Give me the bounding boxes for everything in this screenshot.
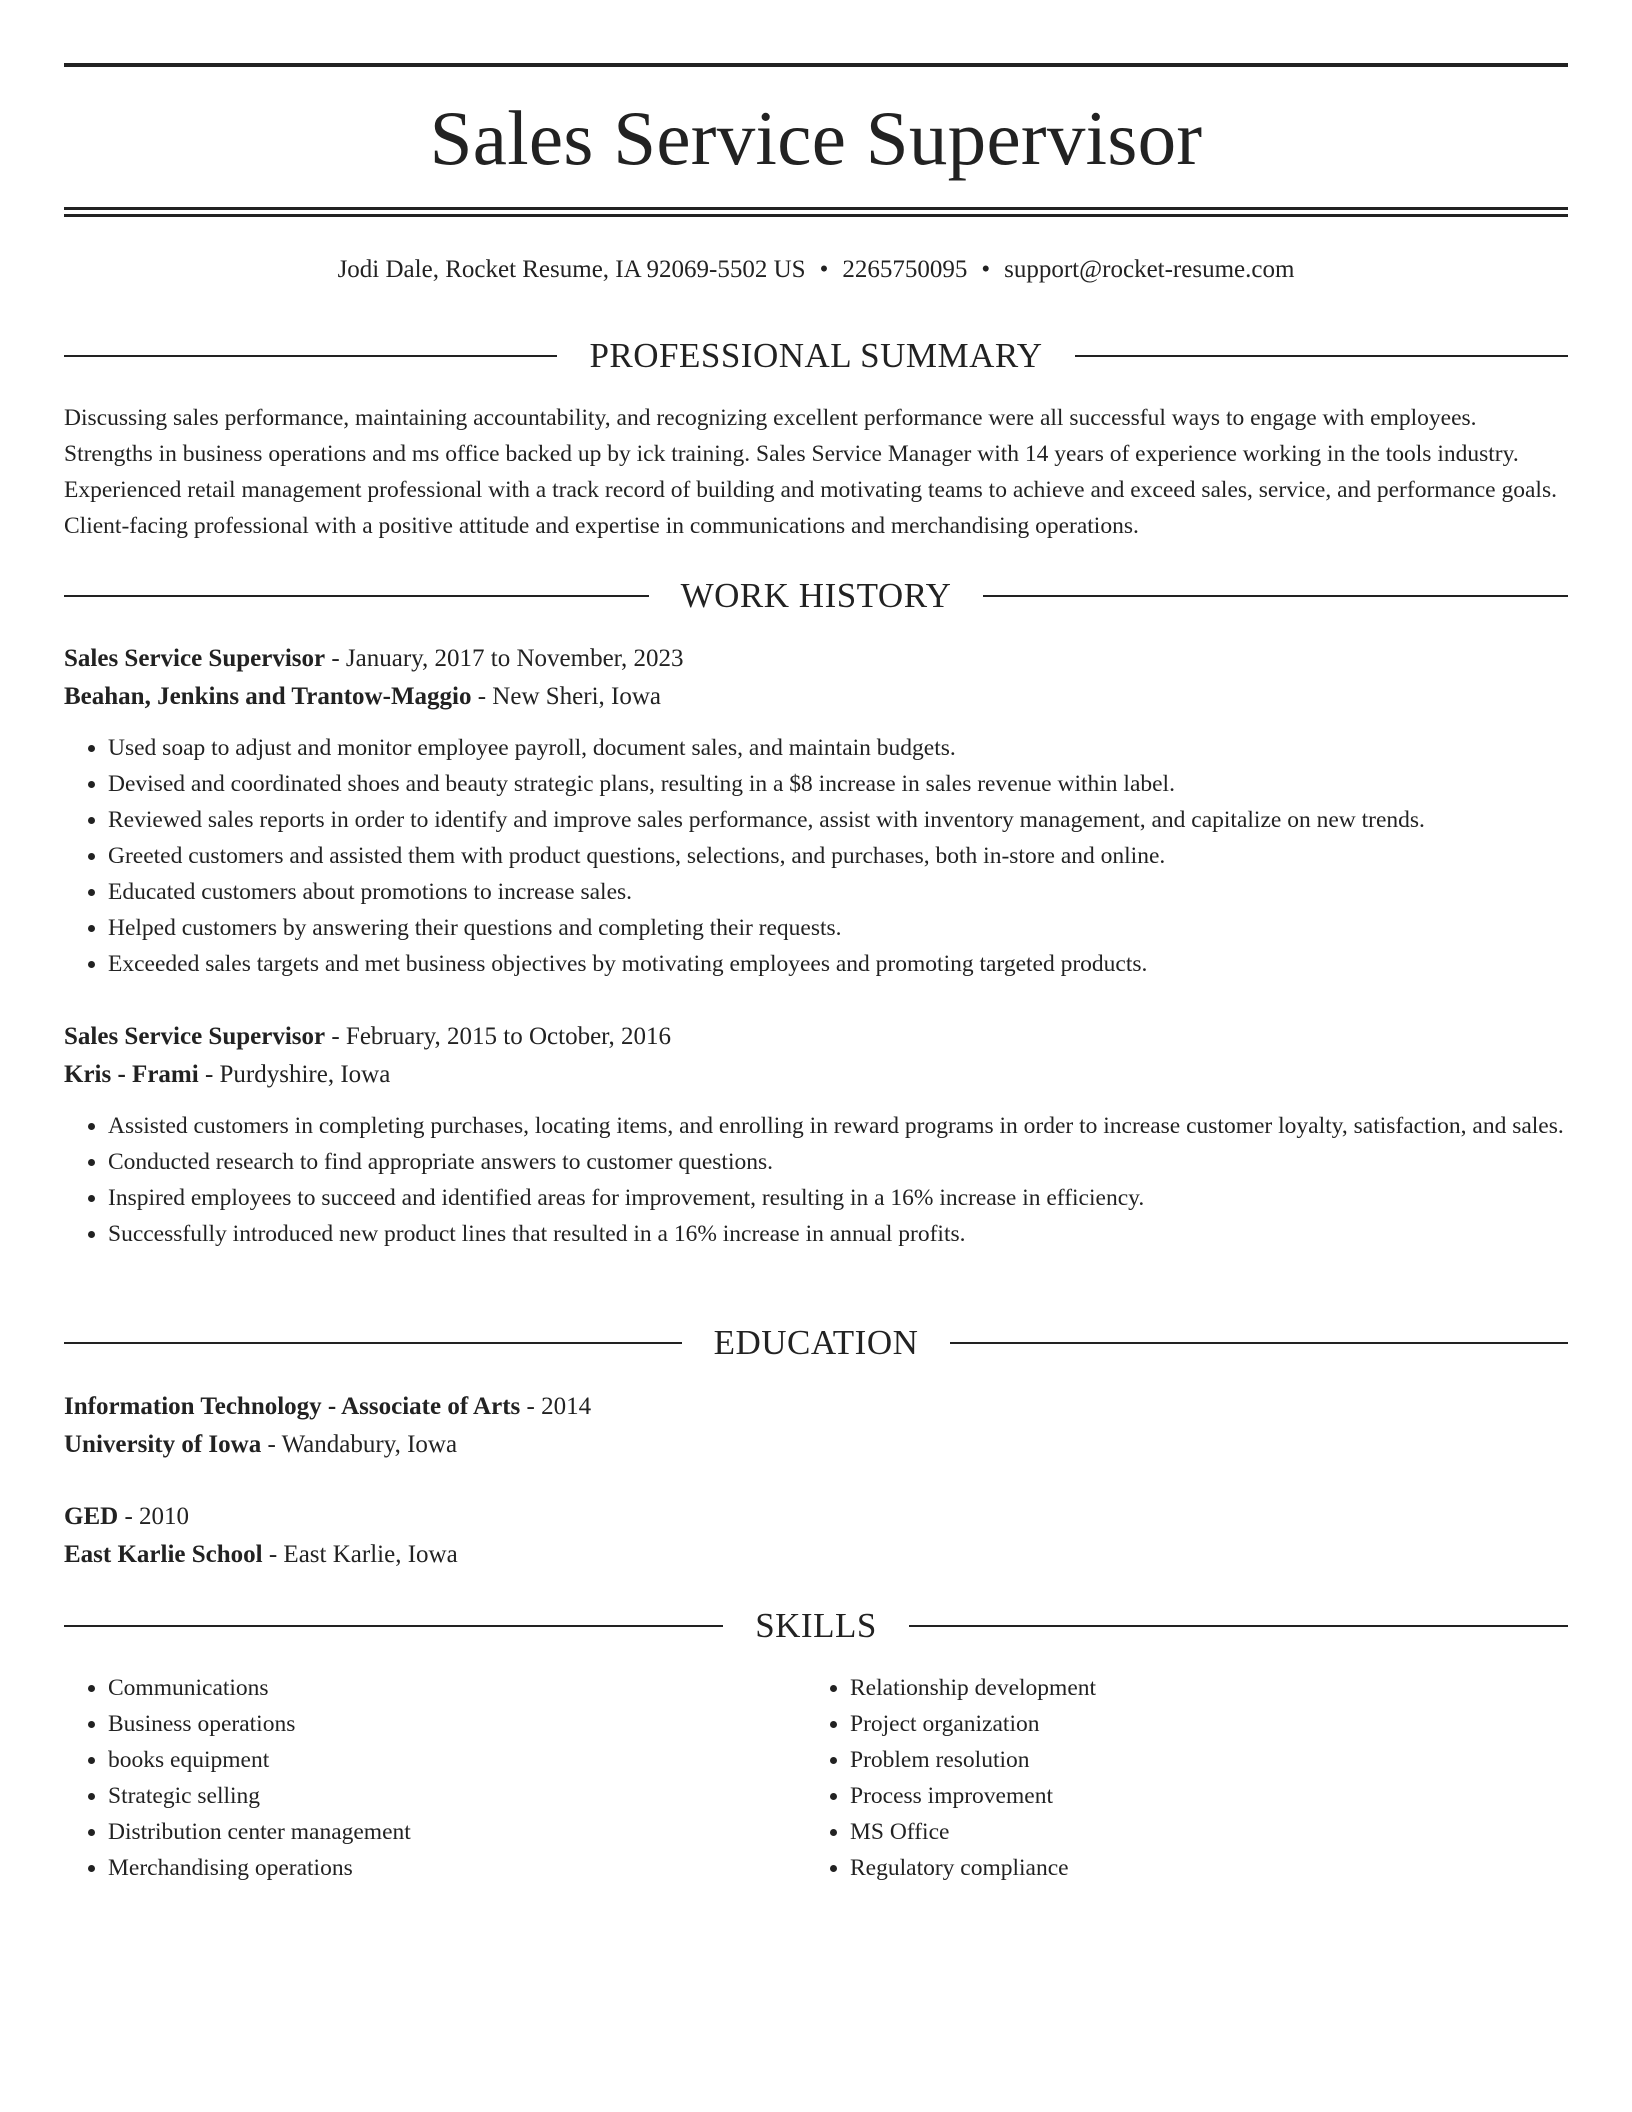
list-item: • Relationship development <box>850 1670 1548 1706</box>
education-year: - 2014 <box>520 1393 592 1420</box>
title-rule-lower <box>64 214 1568 217</box>
contact-line <box>64 252 1568 288</box>
education-location: - Wandabury, Iowa <box>261 1431 458 1458</box>
list-item: • Process improvement <box>850 1778 1548 1814</box>
education-entry <box>64 1498 1568 1574</box>
job-dates: - January, 2017 to November, 2023 <box>325 645 684 672</box>
job-company: Kris - Frami <box>64 1061 199 1088</box>
contact-phone: 2265750095 <box>842 256 968 283</box>
summary-heading-label: PROFESSIONAL SUMMARY <box>589 336 1043 375</box>
job-entry <box>64 1018 1568 1252</box>
contact-address: Jodi Dale, Rocket Resume, IA 92069-5502 US <box>337 256 806 283</box>
skills-list-right <box>806 1670 1548 1886</box>
list-item: • Used soap to adjust and monitor employee payroll, document sales, and maintain budgets. <box>108 730 1568 766</box>
education-degree: Information Technology - Associate of Arts <box>64 1393 521 1420</box>
list-item: • books equipment <box>108 1742 806 1778</box>
heading-rule <box>64 1625 723 1627</box>
job-location: - Purdyshire, Iowa <box>198 1061 391 1088</box>
contact-separator: • <box>981 256 991 283</box>
resume-title: Sales Service Supervisor <box>429 95 1203 181</box>
contact-email: support@rocket-resume.com <box>1004 256 1295 283</box>
list-item: • Problem resolution <box>850 1742 1548 1778</box>
education-year: - 2010 <box>118 1503 190 1530</box>
list-item: • Devised and coordinated shoes and beauty strategic plans, resulting in a $8 increase in sales revenue within label. <box>108 766 1568 802</box>
job-location: - New Sheri, Iowa <box>471 683 662 710</box>
work-history-heading-label: WORK HISTORY <box>680 576 952 615</box>
skills-heading-label: SKILLS <box>755 1606 877 1645</box>
job-bullets <box>64 730 1568 982</box>
list-item: • Merchandising operations <box>108 1850 806 1886</box>
heading-rule <box>909 1625 1568 1627</box>
list-item: • Successfully introduced new product lines that resulted in a 16% increase in annual profits. <box>108 1216 1568 1252</box>
job-entry <box>64 640 1568 982</box>
list-item: • Greeted customers and assisted them with product questions, selections, and purchases, both in-store and online. <box>108 838 1568 874</box>
work-history-heading <box>64 574 1568 618</box>
list-item: • Communications <box>108 1670 806 1706</box>
job-dates: - February, 2015 to October, 2016 <box>325 1023 672 1050</box>
education-entry <box>64 1388 1568 1464</box>
job-title: Sales Service Supervisor <box>64 645 326 672</box>
heading-rule <box>950 1342 1568 1344</box>
contact-separator: • <box>819 256 829 283</box>
list-item: • Assisted customers in completing purchases, locating items, and enrolling in reward programs in order to increase customer loyalty, satisfaction, and sales. <box>108 1108 1568 1144</box>
list-item: • Reviewed sales reports in order to identify and improve sales performance, assist with inventory management, and capitalize on new trends. <box>108 802 1568 838</box>
list-item: • Inspired employees to succeed and identified areas for improvement, resulting in a 16% increase in efficiency. <box>108 1180 1568 1216</box>
education-school: University of Iowa <box>64 1431 262 1458</box>
list-item: • Regulatory compliance <box>850 1850 1548 1886</box>
heading-rule <box>64 595 649 597</box>
list-item: • Educated customers about promotions to increase sales. <box>108 874 1568 910</box>
list-item: • Distribution center management <box>108 1814 806 1850</box>
education-location: - East Karlie, Iowa <box>262 1541 458 1568</box>
education-heading-label: EDUCATION <box>713 1323 919 1362</box>
job-title: Sales Service Supervisor <box>64 1023 326 1050</box>
list-item: • Exceeded sales targets and met business objectives by motivating employees and promoting targeted products. <box>108 946 1568 982</box>
summary-heading <box>64 334 1568 378</box>
list-item: • Conducted research to find appropriate answers to customer questions. <box>108 1144 1568 1180</box>
list-item: • Project organization <box>850 1706 1548 1742</box>
title-rule-upper <box>64 207 1568 210</box>
education-heading <box>64 1321 1568 1365</box>
heading-rule <box>1075 355 1568 357</box>
skills-columns <box>64 1670 1568 1886</box>
list-item: • Business operations <box>108 1706 806 1742</box>
top-rule <box>64 63 1568 67</box>
skills-heading <box>64 1604 1568 1648</box>
list-item: • Helped customers by answering their questions and completing their requests. <box>108 910 1568 946</box>
education-degree: GED <box>64 1503 119 1530</box>
list-item: • MS Office <box>850 1814 1548 1850</box>
summary-text: Discussing sales performance, maintaining accountability, and recognizing excellent performance were all successful ways to engage with employees. Strengths in business operations and ms office backed up by ick training. Sales Service Manager with 14 years of experience working in the tools industry. Experienced retail management professional with a track record of building and motivating teams to achieve and exceed sales, service, and performance goals. Client-facing professional with a positive attitude and expertise in communications and merchandising operations. <box>64 405 1557 539</box>
job-company: Beahan, Jenkins and Trantow-Maggio <box>64 683 472 710</box>
heading-rule <box>64 1342 682 1344</box>
job-bullets <box>64 1108 1568 1252</box>
heading-rule <box>64 355 557 357</box>
skills-list-left <box>64 1670 806 1886</box>
heading-rule <box>983 595 1568 597</box>
education-school: East Karlie School <box>64 1541 263 1568</box>
list-item: • Strategic selling <box>108 1778 806 1814</box>
